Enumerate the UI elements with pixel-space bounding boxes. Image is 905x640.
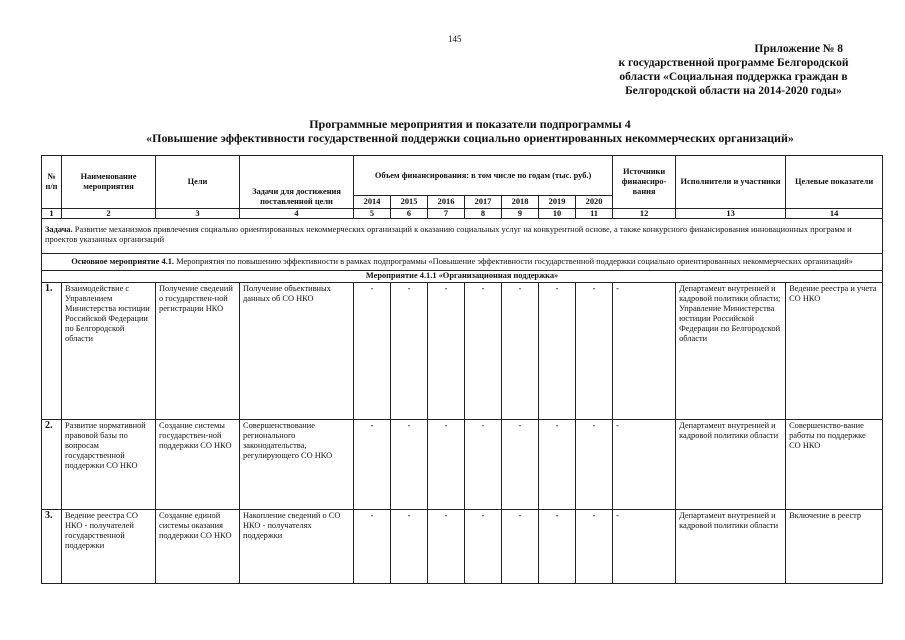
appendix-header bbox=[596, 42, 871, 98]
task-text: Развитие механизмов привлечения социально ориентированных некоммерческих организаций к оказанию социальных услуг на конкурентной основе, а также конкурсного финансирования инновационных программ и проектов указанных организаций bbox=[45, 225, 852, 244]
row-name: Ведение реестра СО НКО - получателей государственной поддержки bbox=[62, 510, 156, 584]
column-number: 12 bbox=[613, 209, 676, 219]
row-task: Совершенствование регионального законодательства, регулирующего СО НКО bbox=[240, 420, 354, 510]
col-header-executors: Исполнители и участники bbox=[676, 156, 786, 209]
main-activity-row bbox=[42, 254, 883, 271]
year-value: - bbox=[576, 510, 613, 584]
column-number: 9 bbox=[502, 209, 539, 219]
task-label: Задача. bbox=[45, 225, 73, 234]
year-header: 2019 bbox=[539, 196, 576, 209]
column-number-row bbox=[42, 209, 883, 219]
column-number: 3 bbox=[156, 209, 240, 219]
document-title bbox=[100, 117, 840, 145]
year-value: - bbox=[502, 283, 539, 420]
col-header-goals: Цели bbox=[156, 156, 240, 209]
row-goal: Создание единой системы оказания поддержки СО НКО bbox=[156, 510, 240, 584]
row-goal: Получение сведений о государствен-ной регистрации НКО bbox=[156, 283, 240, 420]
table-row bbox=[42, 420, 883, 510]
column-number: 2 bbox=[62, 209, 156, 219]
row-indicator: Ведение реестра и учета СО НКО bbox=[786, 283, 883, 420]
year-value: - bbox=[465, 510, 502, 584]
year-value: - bbox=[428, 420, 465, 510]
page-number: 145 bbox=[448, 34, 462, 44]
year-value: - bbox=[354, 283, 391, 420]
task-row bbox=[42, 219, 883, 254]
row-task: Получение объективных данных об СО НКО bbox=[240, 283, 354, 420]
year-value: - bbox=[465, 283, 502, 420]
year-header: 2020 bbox=[576, 196, 613, 209]
main-activity-text: Мероприятия по повышению эффективности в рамках подпрограммы «Повышение эффективности государственной поддержки социально ориентированных некоммерческих организаций» bbox=[176, 257, 853, 266]
year-header: 2017 bbox=[465, 196, 502, 209]
main-activity-cell bbox=[42, 254, 883, 271]
col-header-tasks: Задачи для достижения поставленной цели bbox=[240, 156, 354, 209]
year-value: - bbox=[576, 420, 613, 510]
col-header-indicators: Целевые показатели bbox=[786, 156, 883, 209]
column-number: 6 bbox=[391, 209, 428, 219]
year-value: - bbox=[391, 283, 428, 420]
year-value: - bbox=[539, 510, 576, 584]
row-executor: Департамент внутренней и кадровой политики области bbox=[676, 510, 786, 584]
year-header: 2016 bbox=[428, 196, 465, 209]
year-value: - bbox=[576, 283, 613, 420]
task-cell bbox=[42, 219, 883, 254]
row-number: 3. bbox=[42, 510, 62, 584]
appendix-line: области «Социальная поддержка граждан в bbox=[619, 71, 848, 83]
year-value: - bbox=[354, 510, 391, 584]
table-row bbox=[42, 283, 883, 420]
column-number: 13 bbox=[676, 209, 786, 219]
appendix-line: Белгородской области на 2014-2020 годы» bbox=[625, 85, 842, 97]
row-source: - bbox=[613, 283, 676, 420]
year-value: - bbox=[539, 420, 576, 510]
appendix-line: к государственной программе Белгородской bbox=[618, 57, 849, 69]
row-number: 2. bbox=[42, 420, 62, 510]
year-header: 2018 bbox=[502, 196, 539, 209]
column-number: 11 bbox=[576, 209, 613, 219]
year-value: - bbox=[391, 420, 428, 510]
row-source: - bbox=[613, 420, 676, 510]
sub-activity-cell: Мероприятие 4.1.1 «Организационная поддержка» bbox=[42, 271, 883, 283]
row-indicator: Включение в реестр bbox=[786, 510, 883, 584]
header-row bbox=[42, 156, 883, 196]
year-value: - bbox=[391, 510, 428, 584]
year-value: - bbox=[465, 420, 502, 510]
year-value: - bbox=[502, 510, 539, 584]
col-header-sources: Источники финансиро-вания bbox=[613, 156, 676, 209]
column-number: 7 bbox=[428, 209, 465, 219]
row-number: 1. bbox=[42, 283, 62, 420]
year-header: 2015 bbox=[391, 196, 428, 209]
row-goal: Создание системы государствен-ной поддержки СО НКО bbox=[156, 420, 240, 510]
column-number: 14 bbox=[786, 209, 883, 219]
year-value: - bbox=[428, 283, 465, 420]
row-name: Развитие нормативной правовой базы по вопросам государственной поддержки СО НКО bbox=[62, 420, 156, 510]
row-indicator: Совершенство-вание работы по поддержке СО НКО bbox=[786, 420, 883, 510]
title-line: «Повышение эффективности государственной поддержки социально ориентированных некоммерческих организаций» bbox=[146, 131, 794, 145]
appendix-line: Приложение № 8 bbox=[754, 43, 843, 55]
sub-activity-row bbox=[42, 271, 883, 283]
row-executor: Департамент внутренней и кадровой политики области bbox=[676, 420, 786, 510]
row-executor: Департамент внутренней и кадровой политики области; Управление Министерства юстиции Российской Федерации по Белгородской области bbox=[676, 283, 786, 420]
activities-table bbox=[41, 155, 883, 584]
column-number: 4 bbox=[240, 209, 354, 219]
main-activity-label: Основное мероприятие 4.1. bbox=[71, 257, 175, 266]
column-number: 1 bbox=[42, 209, 62, 219]
row-name: Взаимодействие с Управлением Министерства юстиции Российской Федерации по Белгородской области bbox=[62, 283, 156, 420]
year-value: - bbox=[428, 510, 465, 584]
col-header-num: № п/п bbox=[42, 156, 62, 209]
column-number: 8 bbox=[465, 209, 502, 219]
year-value: - bbox=[502, 420, 539, 510]
column-number: 5 bbox=[354, 209, 391, 219]
row-task: Накопление сведений о СО НКО - получателях поддержки bbox=[240, 510, 354, 584]
table-row bbox=[42, 510, 883, 584]
column-number: 10 bbox=[539, 209, 576, 219]
col-header-funding: Объем финансирования: в том числе по годам (тыс. руб.) bbox=[354, 156, 613, 196]
year-value: - bbox=[539, 283, 576, 420]
title-line: Программные мероприятия и показатели подпрограммы 4 bbox=[309, 117, 631, 131]
row-source: - bbox=[613, 510, 676, 584]
col-header-name: Наименование мероприятия bbox=[62, 156, 156, 209]
year-value: - bbox=[354, 420, 391, 510]
year-header: 2014 bbox=[354, 196, 391, 209]
